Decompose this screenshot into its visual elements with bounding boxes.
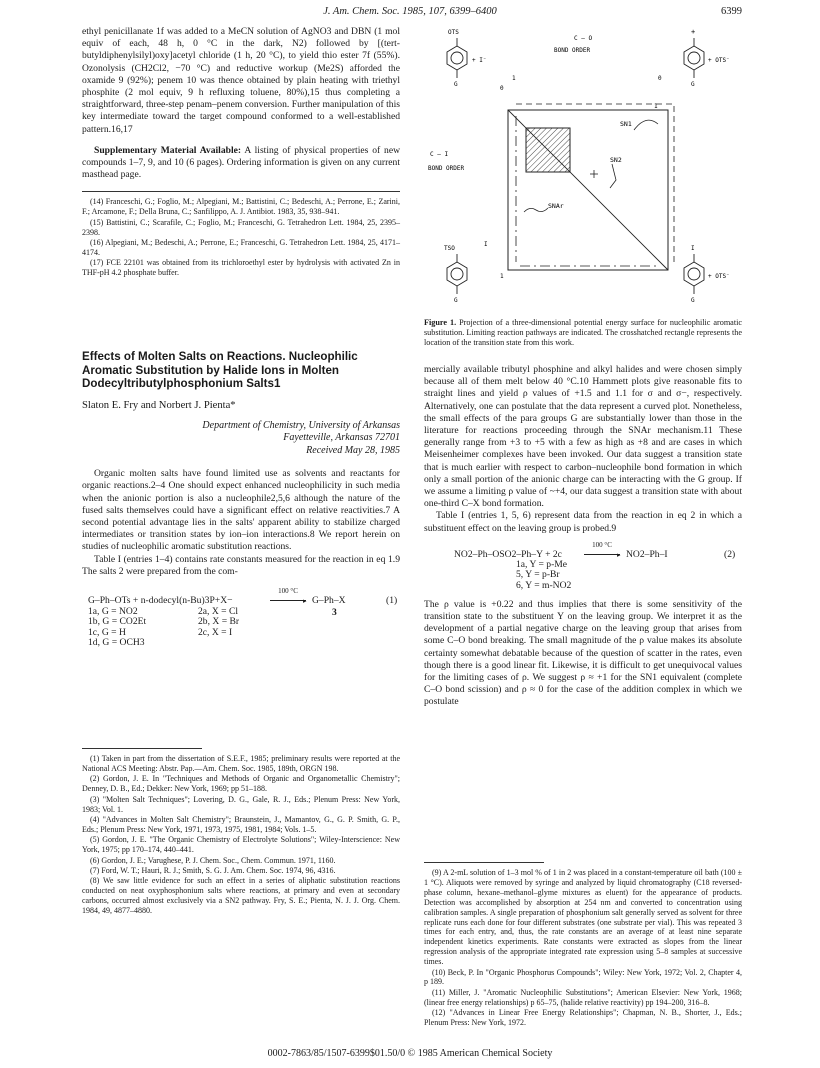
reference-item: (3) "Molten Salt Techniques"; Lovering, D. G., Gale, R. J., Eds.; Plenum Press: New York, 1983; Vol. 1. [82,794,400,814]
eq1-x-item: 2b, X = Br [198,616,240,628]
sn2-arrow [610,164,616,188]
right-paragraph-2: Table I (entries 1, 5, 6) represent data from the reaction in eq 2 in which a substituent effect on the leaving group is probed.9 [424,510,742,534]
body-paragraph-2: Table I (entries 1–4) contains rate constants measured for the reaction in eq 1.9 The salts 2 were prepared from the com- [82,553,400,577]
affiliation-line-2: Fayetteville, Arkansas 72701 [283,432,400,444]
reference-item: (4) "Advances in Molten Salt Chemistry"; Braunstein, J., Mamantov, G., G. P. Smith, G. P., Eds.; Plenum Press: New York, 1971, 1973, 1975, 1981, 1984; Vols. 1–5. [82,814,400,834]
body-paragraph-1: Organic molten salts have found limited use as solvents and reactants for organic reactions.2–4 One should expect enhanced nucleophilicity in such media when the anionic portion is also a nucleophile2,5,6 although the nature of the fused salts themselves could have a significant effect on relative reactivities.7 A second potential advantage lies in the salts' apparent ability to stabilize charged intermediates or transition states by ion–ion interactions.8 We report herein on studies of nucleophilic aromatic substitution reactions. [82,468,400,553]
ring-bottom-right [684,254,704,294]
intro-paragraph: ethyl penicillanate 1f was added to a MeCN solution of AgNO3 and DBN (1 mol equiv of each, 48 h, 0 °C in the dark, N2) followed by [(tert-butyldiphenylsilyl)oxy]acetyl chloride (1 h, 20 °C), to yield thio ester 7f (55%). Ozonolysis (CH2Cl2, −70 °C) and reductive workup (Me2S) afforded the oxamide 9 (92%); penem 10 was thence obtained by plain heating with triethyl phosphite (2 mol equiv, 9 h refluxing toluene, 80%),15 thus completing a straightforward, three-step penam–penem conversion. Further manipulation of this key intermediate toward the target compound conformed to a well-established pattern.16,17 [82,26,400,135]
eq1-lhs: G–Ph–OTs + n-dodecyl(n-Bu)3P+X− [88,594,233,606]
reference-item: (2) Gordon, J. E. In "Techniques and Methods of Organic and Organometallic Chemistry"; Denney, D. B., Ed.; Dekker: New York, 1969; pp 51–188. [82,774,400,794]
transition-state-region [526,128,570,172]
corner-bl-top: TSO [444,245,455,252]
corner-tl-top: OTS [448,29,459,36]
references-bottom [82,748,400,917]
snar-label: SNAr [548,202,564,210]
ring-top-left [447,38,467,78]
eq1-rhs: G–Ph–X [312,594,346,606]
corner-tl-plus: + I⁻ [472,57,487,64]
reference-item: (17) FCE 22101 was obtained from its trichloroethyl ester by hydrolysis with activated Zn in THF-pH 4.2 phosphate buffer. [82,258,400,278]
eq1-number: (1) [386,594,398,606]
left-column [82,26,400,648]
supplementary-text: A listing of physical properties of new compounds 1–7, 9, and 10 (6 pages). Ordering information is given on any current masthead page. [82,144,400,181]
eq2-y-item: 6, Y = m-NO2 [516,579,572,591]
footnote-rule [82,191,400,192]
right-column [424,364,742,709]
corner-tr-top: + [691,28,696,36]
affiliation [82,420,400,457]
i-label-br: I [691,245,695,252]
eq1-g-item: 1c, G = H [88,626,126,638]
g-label-tl: G [454,81,458,88]
eq1-g-list [88,607,146,649]
eq1-arrowhead: ▸ [303,597,307,606]
affiliation-line-1: Department of Chemistry, University of Arkansas [202,419,400,431]
g-label-br: G [691,297,695,304]
ring-bottom-left [447,254,467,294]
article-title: Effects of Molten Salts on Reactions. Nucleophilic Aromatic Substitution by Halide Ions in Molten Dodecyltributylphosphonium Salts1 [82,350,358,391]
right-paragraph-1: mercially available tributyl phosphine and alkyl halides and were chosen simply because all of them melt below 40 °C.10 Hammett plots give reasonable fits to straight lines and yield ρ values of +1.5 and 1.1 for σ and σ−, respectively. Alternatively, one can postulate that the data represent a curved plot. Nonetheless, the small effects of the para groups G are substantially lower than those in the literature for reactions proceeding through the SNAr mechanism.11 These generally range from +3 to +5 with a few as high as +8 and are cases in which Meisenheimer complexes have been invoked. Our data suggest a transition state that is much earlier with respect to carbon–nucleophile bond formation in which only a small portion of the anionic charge can be interacting with the G group. If we assume a limiting ρ value of ~+4, our data suggest a transition state with about one-third C–X bond formation. [424,364,742,510]
energy-surface-diagram [424,24,742,310]
reference-item: (7) Ford, W. T.; Hauri, R. J.; Smith, S. G. J. Am. Chem. Soc. 1974, 96, 4316. [90,865,336,875]
reference-item: (16) Alpegiani, M.; Bedeschi, A.; Perrone, E.; Franceschi, G. Tetrahedron Lett. 1984, 25, 4171–4174. [82,238,400,257]
page-footer: 0002-7863/85/1507-6399$01.50/0 © 1985 American Chemical Society [267,1048,553,1059]
eq2-y-item: 1a, Y = p-Me [516,558,568,570]
top-axis-label-1: C – O [574,35,593,42]
reference-item: (9) A 2-mL solution of 1–3 mol % of 1 in 2 was placed in a constant-temperature oil bath (100 ± 1 °C). Aliquots were removed by syringe and analyzed by liquid chromatography (C18 reversed-phase column, hexane–methanol–glyme mixtures as eluent) for the appearance of products. Detection was accomplished by absorption at 254 nm and converted to concentration using calibration samples. A single preparation of phosphonium salt generally served as solvent for three replicate runs each done for four different substrates (one substrate per vial). This was repeated 3 times for each entry, and, thus, the rate constants are an average of at least nine separate independent kinetics experiments. Rate constants were extracted as slopes from the linear regression analysis of the appropriate integrated rate expression using 5–8 samples at successive times. [424,868,742,967]
snar-arrow [524,208,548,212]
eq2-y-list [516,560,571,592]
eq2-arrowhead: ▸ [617,551,621,560]
caption-text: Projection of a three-dimensional potential energy surface for nucleophilic aromatic substitution. Limiting reaction pathways are indicated. The crosshatched rectangle represents the location of the transition state from this work. [424,318,742,348]
supplementary-paragraph [82,145,400,182]
running-header [0,6,820,17]
footnote-rule [424,862,544,863]
corner-br-right: + OTS⁻ [708,273,730,280]
references-top [82,197,400,278]
article-authors: Slaton E. Fry and Norbert J. Pienta* [82,399,236,411]
corner-tr-right: + OTS⁻ [708,57,730,64]
reference-item: (6) Gordon, J. E.; Varughese, P. J. Chem. Soc., Chem. Commun. 1971, 1160. [90,855,336,865]
reference-item: (8) We saw little evidence for such an effect in a series of aliphatic substitution reactions conducted on neat oxyphosphonium salts where reactions, at primary and even at secondary carbons, occurred almost exclusively via a SN2 pathway. Fry, S. E.; Pienta, N. J. J. Org. Chem. 1984, 49, 4877–4880. [82,876,400,916]
g-label-tr: G [691,81,695,88]
eq1-product: 3 [332,606,337,618]
g-label-bl: G [454,297,458,304]
zero-left: 0 [500,85,504,92]
equation-2 [424,539,742,595]
supplementary-label: Supplementary Material Available: [94,144,242,156]
reference-item: (1) Taken in part from the dissertation of S.E.F., 1985; preliminary results were reported at the National ACS Meeting: Abstr. Pap.—Am. Chem. Soc. 1985, 189th, ORGN 198. [82,754,400,773]
footnote-rule [82,748,202,749]
i-label-bl: I [484,241,488,248]
eq1-g-item: 1d, G = OCH3 [88,637,145,649]
reference-item: (15) Battistini, C.; Scarafile, C.; Foglio, M.; Franceschi, G. Tetrahedron Lett. 1984, 25, 2395–2398. [82,217,400,237]
figure-1 [424,24,742,314]
sn1-arrow [634,120,658,130]
top-axis-label-2: BOND ORDER [554,47,591,54]
page-number: 6399 [721,6,742,17]
reference-item: (11) Miller, J. "Aromatic Nucleophilic Substitutions"; American Elsevier: New York, 1968; (linear free energy relationships) p 65–75, (halide relative reactivity) pp 194–200, 316–8. [424,987,742,1007]
eq1-x-item: 2c, X = I [198,626,233,638]
ring-top-right [684,38,704,78]
reference-item: (10) Beck, P. In "Organic Phosphorus Compounds"; Wiley: New York, 1972; Vol. 2, Chapter 4, p 189. [424,967,742,987]
reference-item: (12) "Advances in Linear Free Energy Relationships"; Chapman, N. B., Shorter, J., Eds.; Plenum Press: New York, 1972. [424,1008,742,1028]
eq2-number: (2) [724,548,736,560]
zero-right: 0 [658,75,662,82]
right-paragraph-3: The ρ value is +0.22 and thus implies that there is some sensitivity of the transition state to the substituent Y on the leaving group. We interpret it as the development of a partial negative charge on the leaving group that arises from some C–O bond breaking. The small magnitude of the ρ value makes its absolute certainty somewhat debatable because of the question of scatter in the rates, even though there is a good linear fit. Likewise, it is difficult to get unequivocal values for the limiting cases of ρ. We suggest ρ ≈ +1 for the SN1 equivalent (complete C–O bond scission) and ρ ≈ 0 for the case of the addition complex in which we postulate [424,598,742,708]
received-date: Received May 28, 1985 [306,444,400,456]
eq2-condition: 100 °C [592,540,612,549]
sn1-label: SN1 [620,120,632,128]
eq1-g-item: 1a, G = NO2 [88,605,138,617]
eq2-lhs: NO2–Ph–OSO2–Ph–Y + 2c [454,548,562,560]
eq2-arrow [584,554,620,555]
sn2-label: SN2 [610,156,622,164]
equation-1 [82,584,400,648]
left-axis-label-1: C – I [430,151,449,158]
eq1-condition: 100 °C [278,586,298,595]
one-bottom: 1 [500,273,504,280]
caption-label: Figure 1. [424,318,457,327]
reference-item: (14) Franceschi, G.; Foglio, M.; Alpegiani, M.; Battistini, C.; Bedeschi, A.; Perrone, E.; Zarini, F.; Arcamone, F.; Della Bruna, C.; Sanfilippo, A. J. Antibiot. 1983, 35, 938–941. [82,197,400,217]
figure-caption [424,318,742,349]
journal-line: J. Am. Chem. Soc. 1985, 107, 6399–6400 [323,6,497,17]
eq1-g-item: 1b, G = CO2Et [88,616,147,628]
eq2-rhs: NO2–Ph–I [626,548,668,560]
left-axis-label-2: BOND ORDER [428,165,465,172]
one-mid: 1 [654,103,658,110]
eq1-x-list [198,607,239,639]
eq1-arrow [270,600,306,601]
eq1-x-item: 2a, X = Cl [198,605,239,617]
one-top: 1 [512,75,516,82]
references-right [424,862,742,1029]
eq2-y-item: 5, Y = p-Br [516,569,560,581]
reference-item: (5) Gordon, J. E. "The Organic Chemistry of Electrolyte Solutions"; Wiley-Interscience: New York, 1975; pp 170–174, 440–441. [82,835,400,855]
